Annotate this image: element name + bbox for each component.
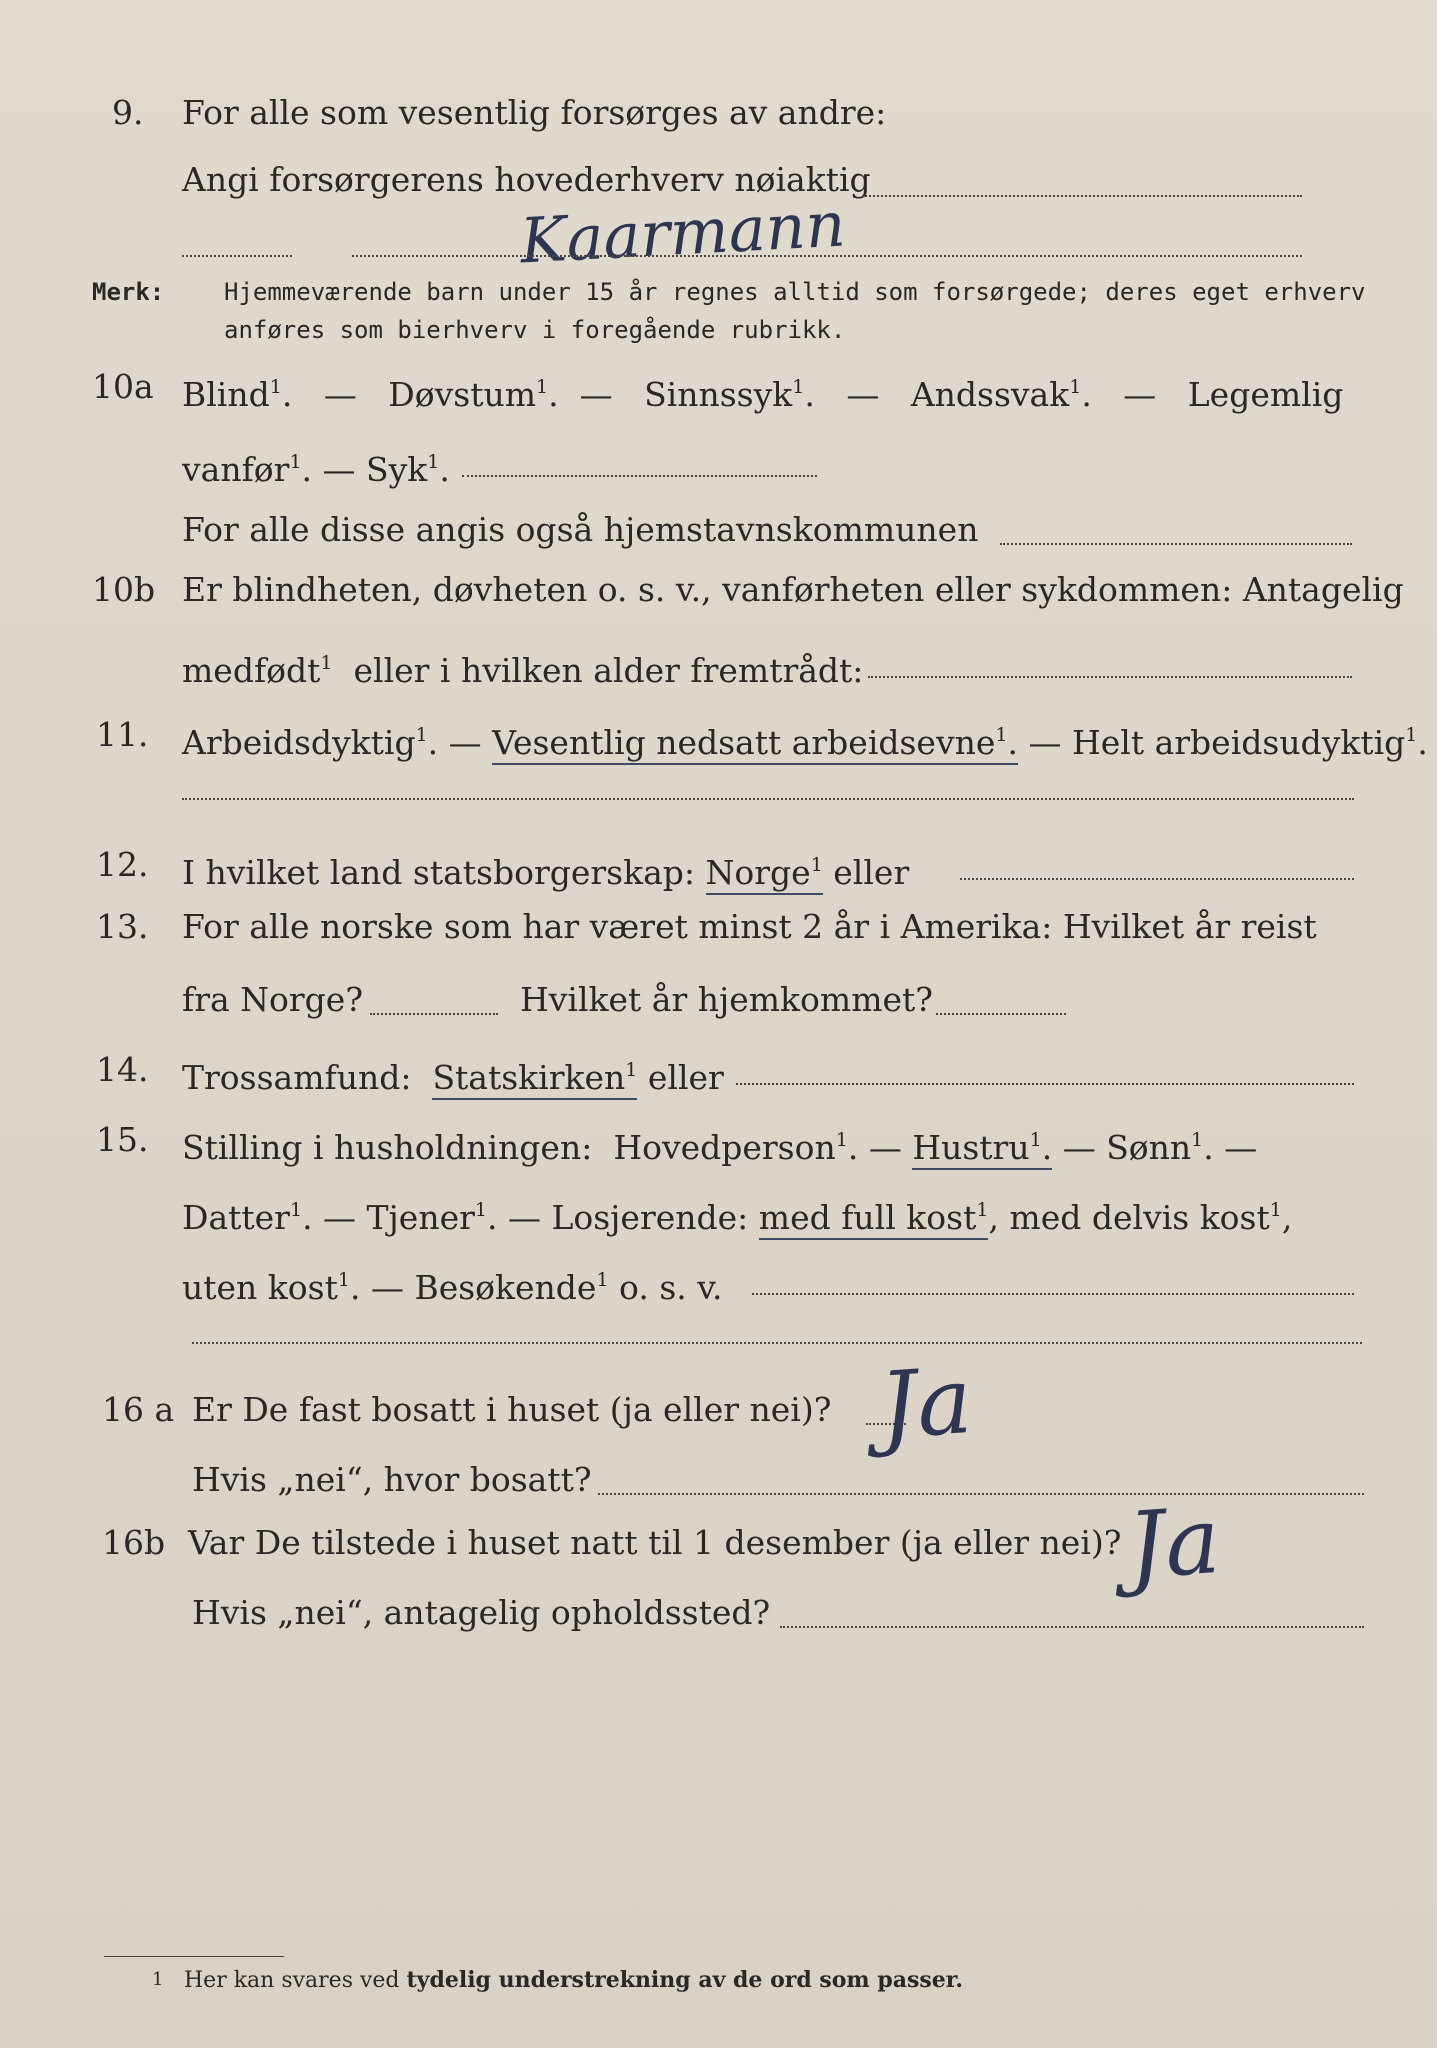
q13-reist-line[interactable] xyxy=(370,1013,498,1015)
opt-hovedperson[interactable]: Hovedperson xyxy=(613,1128,836,1167)
q10b-line1 xyxy=(0,565,1437,615)
q10b-question: Er blindheten, døvheten o. s. v., vanførheten eller sykdommen: Antagelig xyxy=(182,570,1404,609)
opt-andssvak[interactable]: Andssvak xyxy=(910,375,1070,414)
merk-text-1: Hjemmeværende barn under 15 år regnes alltid som forsørgede; deres eget erhverv xyxy=(224,278,1366,306)
q12-answer-line[interactable] xyxy=(960,878,1354,880)
q16a-handwritten-answer: Ja xyxy=(876,1346,976,1461)
opt-medfodt[interactable]: medfødt xyxy=(182,651,321,690)
q16a-bosatt: Hvis „nei“, hvor bosatt? xyxy=(192,1460,592,1499)
opt-datter[interactable]: Datter xyxy=(182,1198,290,1237)
q14-number: 14. xyxy=(96,1050,149,1089)
q9-question-2: Angi forsørgerens hovederhverv nøiaktig xyxy=(182,160,871,199)
q10a-options-1: Blind$^1$. — Døvstum$^1$. — Sinnssyk$^1$. — Andssvak$^1$. — Legemlig xyxy=(182,375,1344,414)
q10a-number: 10a xyxy=(92,367,154,406)
q16a-line2 xyxy=(0,1455,1437,1505)
q13-reist: fra Norge? xyxy=(182,980,364,1019)
q9-handwritten-answer: Kaarmann xyxy=(518,187,848,278)
q13-line1 xyxy=(0,902,1437,952)
q14-line xyxy=(0,1045,1437,1095)
q13-hjemkommet: Hvilket år hjemkommet? xyxy=(520,980,933,1019)
q12-line xyxy=(0,840,1437,890)
q9-answer-line-2b[interactable] xyxy=(352,255,1302,257)
opt-norge[interactable]: Norge$^1$ xyxy=(706,853,823,895)
q9-number: 9. xyxy=(112,93,144,132)
opt-hustru[interactable]: Hustru$^1$. xyxy=(912,1128,1052,1170)
q10b-line2 xyxy=(0,638,1437,688)
opt-statskirken[interactable]: Statskirken$^1$ xyxy=(432,1058,637,1100)
q13-number: 13. xyxy=(96,907,149,946)
q13-hjemkommet-line[interactable] xyxy=(936,1013,1066,1015)
opt-sinnssyk[interactable]: Sinnssyk xyxy=(644,375,793,414)
q13-line2 xyxy=(0,975,1437,1025)
q14-question: Trossamfund: Statskirken$^1$ eller xyxy=(182,1045,724,1103)
merk-label: Merk: xyxy=(92,278,165,306)
opt-tjener[interactable]: Tjener xyxy=(366,1198,475,1237)
q10b-question-2: medfødt$^1$ eller i hvilken alder fremtrådt: xyxy=(182,651,864,690)
q15-options-1: Stilling i husholdningen: Hovedperson$^1$. — Hustru$^1$. — Sønn$^1$. — xyxy=(182,1115,1257,1173)
q16a-question: Er De fast bosatt i huset (ja eller nei)? xyxy=(192,1390,832,1429)
q10a-hjemstavn-line[interactable] xyxy=(1000,543,1352,545)
q11-line1 xyxy=(0,710,1437,760)
opt-vanfor[interactable]: vanfør xyxy=(182,450,290,489)
q9-line1 xyxy=(0,88,1437,138)
q16b-handwritten-answer: Ja xyxy=(1124,1486,1224,1601)
q15-number: 15. xyxy=(96,1120,149,1159)
q16b-question: Var De tilstede i huset natt til 1 desember (ja eller nei)? xyxy=(188,1523,1122,1562)
opt-full-kost[interactable]: med full kost$^1$ xyxy=(759,1198,989,1240)
q10a-options-2: vanfør$^1$. — Syk$^1$. xyxy=(182,450,450,489)
opt-uten-kost[interactable]: uten kost xyxy=(182,1268,338,1307)
q15-extra-line[interactable] xyxy=(192,1342,1362,1344)
q16b-number: 16b xyxy=(102,1523,166,1562)
q15-line3 xyxy=(0,1255,1437,1305)
merk-line2 xyxy=(0,310,1437,350)
q10a-line1 xyxy=(0,362,1437,412)
q10b-answer-line[interactable] xyxy=(868,676,1352,678)
q16a-bosatt-line[interactable] xyxy=(598,1493,1364,1495)
q9-answer-line-2a[interactable] xyxy=(182,255,292,257)
footnote-text: Her kan svares ved tydelig understrekning av de ord som passer. xyxy=(184,1967,964,1993)
merk-text-2: anføres som bierhverv i foregående rubrikk. xyxy=(224,316,846,344)
q15-line1 xyxy=(0,1115,1437,1165)
q15-options-3: uten kost$^1$. — Besøkende$^1$ o. s. v. xyxy=(182,1268,723,1307)
q16b-line2 xyxy=(0,1588,1437,1638)
opt-arbeidsudyktig[interactable]: Helt arbeidsudyktig xyxy=(1071,723,1406,762)
q16b-line1 xyxy=(0,1518,1437,1568)
q13-question: For alle norske som har været minst 2 år i Amerika: Hvilket år reist xyxy=(182,907,1317,946)
q11-number: 11. xyxy=(96,715,149,754)
q15-answer-line[interactable] xyxy=(752,1293,1354,1295)
opt-dovstum[interactable]: Døvstum xyxy=(388,375,537,414)
q10a-line3 xyxy=(0,505,1437,555)
q14-answer-line[interactable] xyxy=(736,1083,1354,1085)
footnote-number: 1 xyxy=(152,1969,164,1990)
q15-options-2: Datter$^1$. — Tjener$^1$. — Losjerende: med full kost$^1$, med delvis kost$^1$, xyxy=(182,1185,1292,1243)
opt-blind[interactable]: Blind xyxy=(182,375,270,414)
q11-extra-line[interactable] xyxy=(182,798,1354,800)
q16a-number: 16 a xyxy=(102,1390,175,1429)
opt-sonn[interactable]: Sønn xyxy=(1106,1128,1192,1167)
opt-besokende[interactable]: Besøkende xyxy=(414,1268,597,1307)
q9-question: For alle som vesentlig forsørges av andre: xyxy=(182,93,887,132)
q10a-syk-line[interactable] xyxy=(462,475,817,477)
opt-delvis-kost[interactable]: med delvis kost xyxy=(1009,1198,1270,1237)
opt-legemlig[interactable]: Legemlig xyxy=(1187,375,1344,414)
q16b-opholdssted-line[interactable] xyxy=(780,1626,1364,1628)
q15-line2 xyxy=(0,1185,1437,1235)
footnote-rule xyxy=(104,1956,284,1957)
q10b-number: 10b xyxy=(92,570,156,609)
q11-options: Arbeidsdyktig$^1$. — Vesentlig nedsatt arbeidsevne$^1$. — Helt arbeidsudyktig$^1$. xyxy=(182,710,1428,768)
opt-syk[interactable]: Syk xyxy=(366,450,428,489)
q9-answer-line[interactable] xyxy=(862,195,1302,197)
opt-arbeidsdyktig[interactable]: Arbeidsdyktig xyxy=(182,723,416,762)
q10a-line2 xyxy=(0,437,1437,487)
q12-number: 12. xyxy=(96,845,149,884)
q12-question: I hvilket land statsborgerskap: Norge$^1$ eller xyxy=(182,840,909,898)
q16a-line1 xyxy=(0,1385,1437,1435)
opt-nedsatt-arbeidsevne[interactable]: Vesentlig nedsatt arbeidsevne$^1$. xyxy=(492,723,1018,765)
q10a-hjemstavn: For alle disse angis også hjemstavnskommunen xyxy=(182,510,979,549)
q16b-opholdssted: Hvis „nei“, antagelig opholdssted? xyxy=(192,1593,771,1632)
merk-line1 xyxy=(0,272,1437,312)
